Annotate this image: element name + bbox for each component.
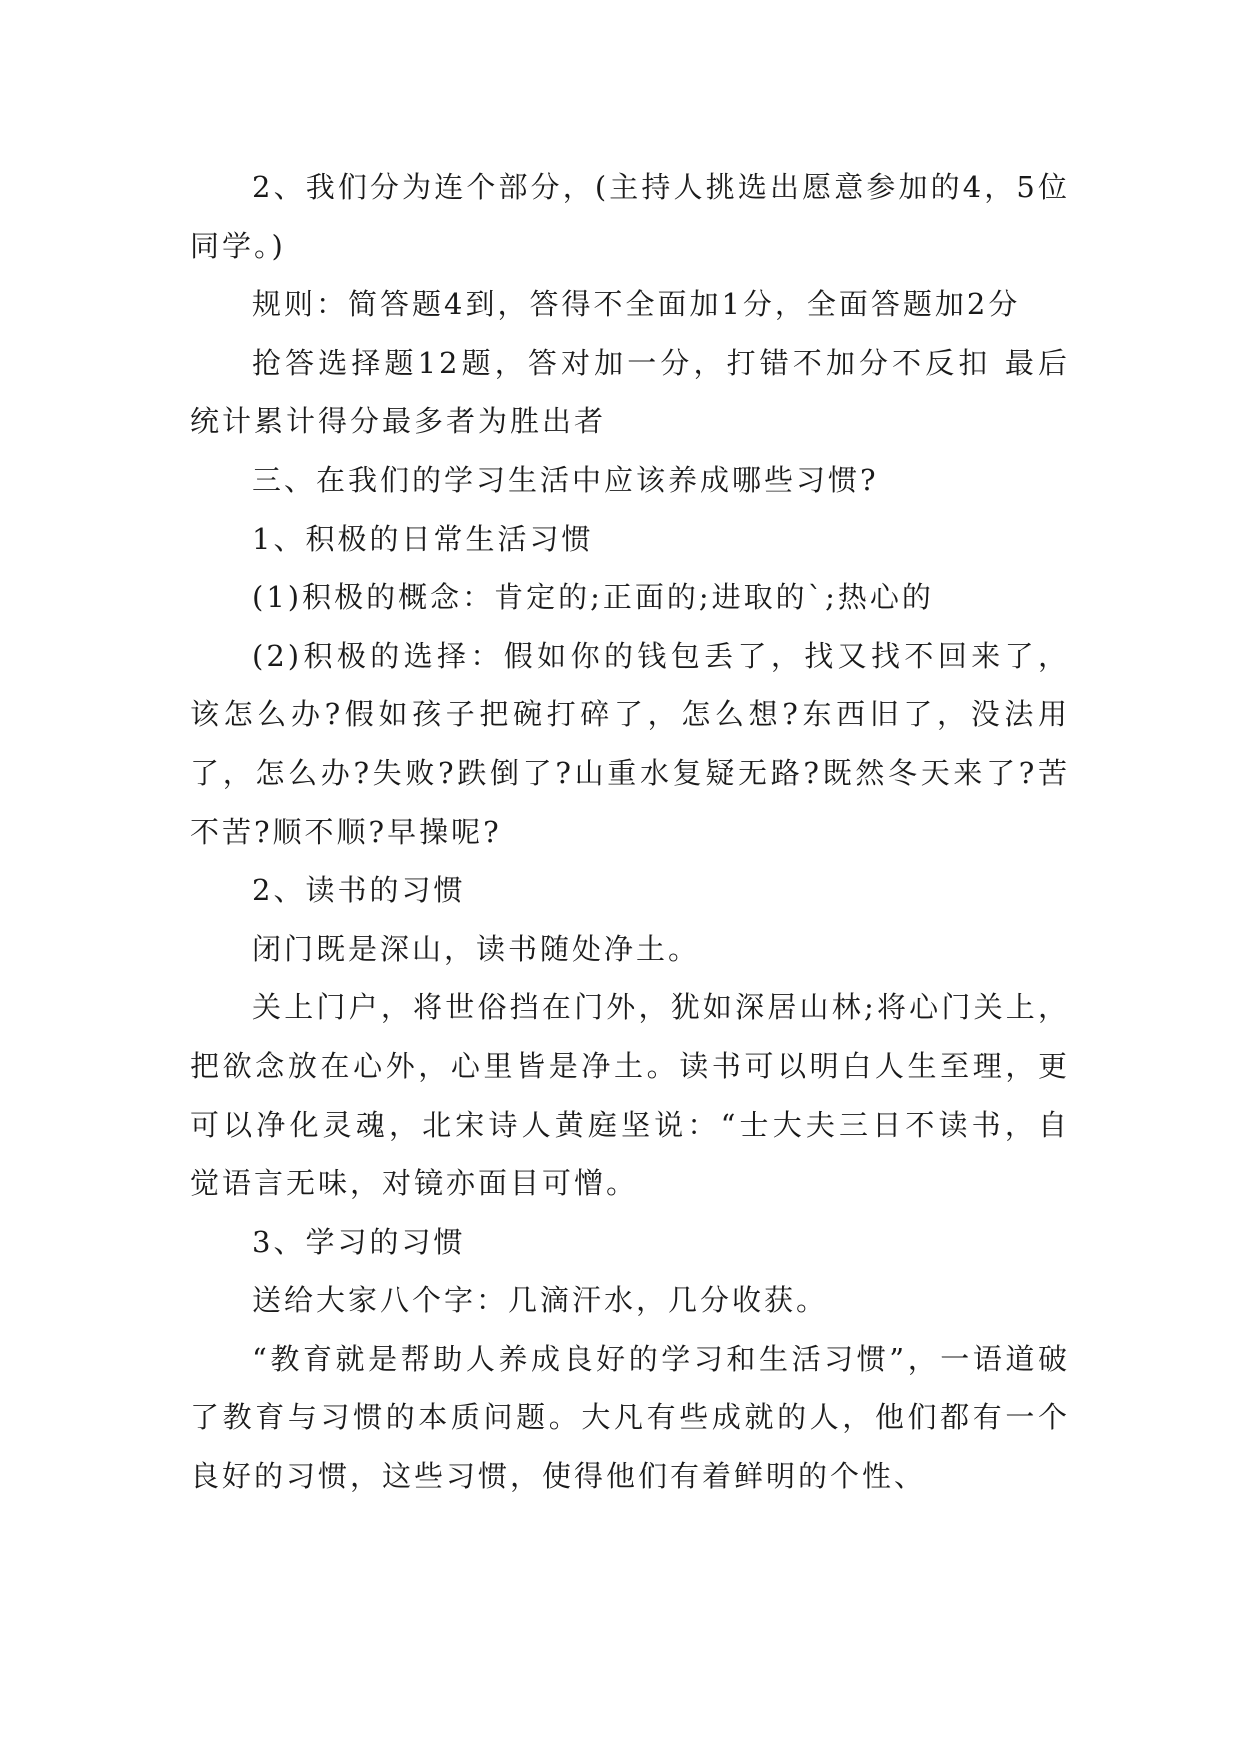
paragraph-rules-quick-answer: 抢答选择题12题，答对加一分，打错不加分不反扣 最后统计累计得分最多者为胜出者 xyxy=(190,345,1070,439)
subheading-positive-life-habits: 1、积极的日常生活习惯 xyxy=(252,521,594,556)
paragraph-education-habits: “教育就是帮助人养成良好的学习和生活习惯”，一语道破了教育与习惯的本质问题。大凡有些成就的人，他们都有一个良好的习惯，这些习惯，使得他们有着鲜明的个性、 xyxy=(190,1341,1070,1494)
paragraph-positive-concept: (1)积极的概念：肯定的;正面的;进取的`;热心的 xyxy=(252,580,934,615)
paragraph-rules-short-answer: 规则：简答题4到，答得不全面加1分，全面答题加2分 xyxy=(252,287,1021,322)
paragraph-positive-choice: (2)积极的选择：假如你的钱包丢了，找又找不回来了，该怎么办?假如孩子把碗打碎了，怎么想?东西旧了，没法用了，怎么办?失败?跌倒了?山重水复疑无路?既然冬天来了?苦不苦?顺不顺?早操呢? xyxy=(190,638,1070,849)
document-body xyxy=(190,158,1070,1506)
subheading-study-habits: 3、学习的习惯 xyxy=(252,1224,466,1259)
section-heading-habits: 三、在我们的学习生活中应该养成哪些习惯? xyxy=(252,462,879,497)
paragraph-reading-quote: 闭门既是深山，读书随处净土。 xyxy=(252,931,701,966)
paragraph-participants: 2、我们分为连个部分，(主持人挑选出愿意参加的4，5位同学。) xyxy=(190,170,1070,263)
subheading-reading-habits: 2、读书的习惯 xyxy=(252,873,466,908)
paragraph-eight-words: 送给大家八个字：几滴汗水，几分收获。 xyxy=(252,1283,829,1318)
paragraph-reading-explanation: 关上门户，将世俗挡在门外，犹如深居山林;将心门关上，把欲念放在心外，心里皆是净土。读书可以明白人生至理，更可以净化灵魂，北宋诗人黄庭坚说：“士大夫三日不读书，自觉语言无味，对镜亦面目可憎。 xyxy=(190,990,1070,1201)
